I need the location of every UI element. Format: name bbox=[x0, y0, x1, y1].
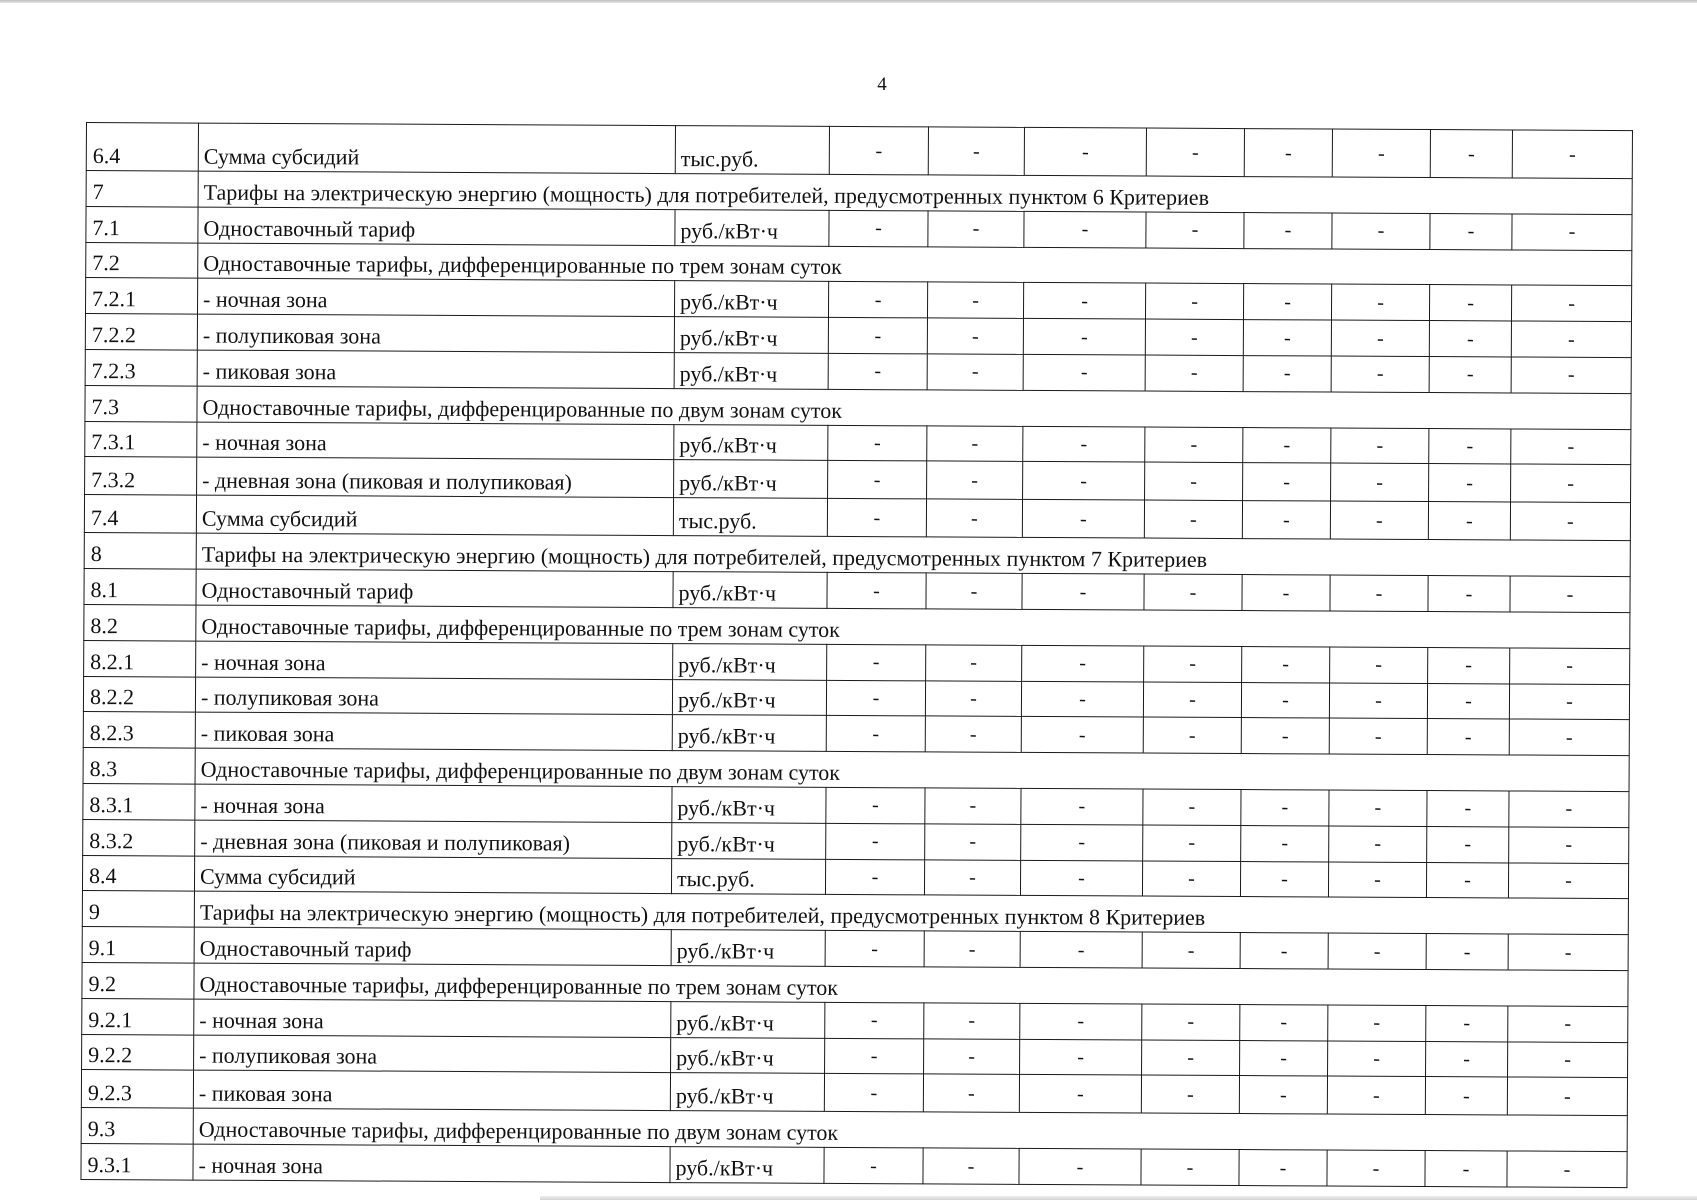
row-number: 7.1 bbox=[86, 206, 198, 242]
row-name: - дневная зона (пиковая и полупиковая) bbox=[195, 820, 672, 858]
row-name: Сумма субсидий bbox=[196, 495, 673, 535]
value-cell: - bbox=[923, 1148, 1019, 1184]
value-cell: - bbox=[825, 931, 924, 967]
table-row bbox=[81, 1144, 1627, 1188]
section-title: Тарифы на электрическую энергию (мощность) для потребителей, предусмотренных пунктом 6 Критериев bbox=[198, 171, 1632, 214]
value-cell: - bbox=[1331, 356, 1429, 392]
value-cell: - bbox=[1024, 211, 1146, 247]
value-cell: - bbox=[1332, 129, 1430, 178]
row-unit: руб./кВт·ч bbox=[672, 787, 826, 824]
value-cell: - bbox=[1020, 1039, 1142, 1075]
value-cell: - bbox=[1146, 128, 1244, 177]
value-cell: - bbox=[1508, 1006, 1628, 1042]
value-cell: - bbox=[927, 318, 1023, 354]
row-number: 9 bbox=[82, 891, 194, 927]
row-number: 9.2.2 bbox=[82, 1034, 194, 1070]
value-cell: - bbox=[1330, 575, 1428, 611]
row-number: 9.2 bbox=[82, 962, 194, 998]
row-name: - пиковая зона bbox=[197, 350, 674, 388]
row-unit: руб./кВт·ч bbox=[671, 930, 825, 967]
value-cell: - bbox=[1509, 827, 1629, 863]
row-number: 7.2.3 bbox=[85, 349, 197, 385]
section-title: Одноставочные тарифы, дифференцированные по трем зонам суток bbox=[194, 963, 1628, 1006]
value-cell: - bbox=[1019, 1075, 1141, 1114]
value-cell: - bbox=[1145, 462, 1243, 501]
value-cell: - bbox=[1425, 1151, 1507, 1187]
value-cell: - bbox=[828, 353, 927, 389]
value-cell: - bbox=[1243, 427, 1331, 463]
value-cell: - bbox=[926, 573, 1022, 609]
value-cell: - bbox=[825, 1002, 924, 1038]
row-name: Одноставочный тариф bbox=[198, 207, 675, 245]
row-number: 9.1 bbox=[82, 927, 194, 963]
value-cell: - bbox=[1511, 464, 1631, 503]
row-number: 9.2.3 bbox=[81, 1070, 193, 1109]
value-cell: - bbox=[1146, 212, 1244, 248]
value-cell: - bbox=[1329, 683, 1427, 719]
value-cell: - bbox=[1022, 645, 1144, 681]
row-name: Одноставочный тариф bbox=[194, 927, 671, 965]
table-row bbox=[86, 123, 1632, 179]
value-cell: - bbox=[1241, 790, 1329, 826]
value-cell: - bbox=[1426, 862, 1508, 898]
value-cell: - bbox=[1241, 825, 1329, 861]
value-cell: - bbox=[1507, 1077, 1627, 1116]
row-number: 8.2 bbox=[84, 604, 196, 640]
value-cell: - bbox=[1428, 502, 1510, 540]
row-name: - ночная зона bbox=[197, 422, 674, 460]
value-cell: - bbox=[926, 499, 1022, 538]
row-name: - ночная зона bbox=[195, 784, 672, 822]
row-unit: руб./кВт·ч bbox=[673, 643, 827, 680]
row-name: - ночная зона bbox=[197, 278, 674, 316]
value-cell: - bbox=[1141, 1075, 1239, 1114]
value-cell: - bbox=[1329, 826, 1427, 862]
row-number: 8.4 bbox=[82, 855, 194, 891]
value-cell: - bbox=[1145, 427, 1243, 463]
value-cell: - bbox=[1242, 575, 1330, 611]
value-cell: - bbox=[1511, 357, 1631, 393]
value-cell: - bbox=[1143, 825, 1241, 861]
value-cell: - bbox=[1024, 127, 1146, 176]
row-name: - полупиковая зона bbox=[194, 1035, 671, 1073]
row-unit: руб./кВт·ч bbox=[674, 317, 828, 354]
value-cell: - bbox=[1509, 791, 1629, 827]
value-cell: - bbox=[924, 1038, 1020, 1074]
value-cell: - bbox=[1426, 1005, 1508, 1041]
value-cell: - bbox=[1145, 283, 1243, 319]
value-cell: - bbox=[1242, 501, 1330, 539]
value-cell: - bbox=[1242, 646, 1330, 682]
value-cell: - bbox=[1426, 1041, 1508, 1077]
row-number: 8.3 bbox=[83, 748, 195, 784]
row-name: - полупиковая зона bbox=[197, 314, 674, 352]
row-number: 9.2.1 bbox=[82, 998, 194, 1034]
value-cell: - bbox=[1241, 718, 1329, 754]
value-cell: - bbox=[1240, 861, 1328, 897]
value-cell: - bbox=[924, 859, 1020, 895]
row-number: 8.2.1 bbox=[84, 640, 196, 676]
row-unit: руб./кВт·ч bbox=[671, 1037, 825, 1074]
row-number: 7.4 bbox=[84, 495, 196, 534]
value-cell: - bbox=[1143, 682, 1241, 718]
section-title: Тарифы на электрическую энергию (мощность) для потребителей, предусмотренных пунктом 7 Критериев bbox=[196, 533, 1630, 576]
value-cell: - bbox=[1022, 500, 1144, 539]
section-title: Тарифы на электрическую энергию (мощность) для потребителей, предусмотренных пунктом 8 Критериев bbox=[194, 891, 1628, 934]
value-cell: - bbox=[1021, 717, 1143, 753]
value-cell: - bbox=[1328, 1005, 1426, 1041]
value-cell: - bbox=[1240, 933, 1328, 969]
value-cell: - bbox=[1020, 1003, 1142, 1039]
value-cell: - bbox=[1243, 463, 1331, 501]
value-cell: - bbox=[1328, 862, 1426, 898]
row-number: 7.2.1 bbox=[85, 278, 197, 314]
value-cell: - bbox=[1427, 790, 1509, 826]
row-number: 8.1 bbox=[84, 569, 196, 605]
row-name: Одноставочный тариф bbox=[196, 569, 673, 607]
value-cell: - bbox=[1141, 1149, 1239, 1185]
value-cell: - bbox=[1511, 321, 1631, 357]
value-cell: - bbox=[827, 644, 926, 680]
value-cell: - bbox=[1143, 789, 1241, 825]
value-cell: - bbox=[1239, 1076, 1327, 1114]
value-cell: - bbox=[1142, 932, 1240, 968]
value-cell: - bbox=[1021, 788, 1143, 824]
value-cell: - bbox=[1142, 861, 1240, 897]
value-cell: - bbox=[1512, 130, 1632, 179]
value-cell: - bbox=[829, 210, 928, 246]
row-unit: руб./кВт·ч bbox=[673, 572, 827, 609]
section-title: Одноставочные тарифы, дифференцированные по двум зонам суток bbox=[197, 386, 1631, 429]
row-unit: тыс.руб. bbox=[673, 498, 827, 537]
value-cell: - bbox=[1241, 682, 1329, 718]
value-cell: - bbox=[927, 461, 1023, 500]
row-number: 8.3.2 bbox=[83, 819, 195, 855]
row-unit: руб./кВт·ч bbox=[672, 679, 826, 716]
value-cell: - bbox=[1244, 129, 1332, 177]
value-cell: - bbox=[1327, 1150, 1425, 1186]
scan-edge-bottom bbox=[540, 1196, 1697, 1200]
value-cell: - bbox=[1429, 321, 1511, 357]
tariff-table bbox=[80, 122, 1633, 1188]
row-number: 6.4 bbox=[86, 123, 198, 172]
value-cell: - bbox=[1509, 684, 1629, 720]
value-cell: - bbox=[1022, 574, 1144, 610]
row-number: 7.3.1 bbox=[85, 421, 197, 457]
value-cell: - bbox=[1145, 319, 1243, 355]
row-unit: руб./кВт·ч bbox=[670, 1073, 824, 1112]
value-cell: - bbox=[1332, 213, 1430, 249]
value-cell: - bbox=[1145, 355, 1243, 391]
row-unit: руб./кВт·ч bbox=[674, 424, 828, 461]
value-cell: - bbox=[1331, 428, 1429, 464]
value-cell: - bbox=[824, 1148, 923, 1184]
value-cell: - bbox=[1331, 320, 1429, 356]
value-cell: - bbox=[1021, 824, 1143, 860]
row-number: 7.3 bbox=[85, 385, 197, 421]
value-cell: - bbox=[1019, 1149, 1141, 1185]
value-cell: - bbox=[1329, 790, 1427, 826]
value-cell: - bbox=[829, 126, 928, 175]
value-cell: - bbox=[1023, 426, 1145, 462]
value-cell: - bbox=[924, 1003, 1020, 1039]
row-unit: руб./кВт·ч bbox=[674, 353, 828, 390]
value-cell: - bbox=[1427, 719, 1509, 755]
value-cell: - bbox=[1144, 500, 1242, 539]
value-cell: - bbox=[926, 645, 1022, 681]
value-cell: - bbox=[1510, 648, 1630, 684]
value-cell: - bbox=[1429, 285, 1511, 321]
value-cell: - bbox=[925, 680, 1021, 716]
value-cell: - bbox=[1331, 284, 1429, 320]
value-cell: - bbox=[1328, 933, 1426, 969]
value-cell: - bbox=[1244, 212, 1332, 248]
row-number: 8.2.2 bbox=[83, 676, 195, 712]
row-unit: руб./кВт·ч bbox=[672, 822, 826, 859]
value-cell: - bbox=[828, 425, 927, 461]
value-cell: - bbox=[1142, 1004, 1240, 1040]
row-unit: тыс.руб. bbox=[671, 858, 825, 895]
value-cell: - bbox=[1508, 934, 1628, 970]
value-cell: - bbox=[1510, 576, 1630, 612]
row-number: 8.3.1 bbox=[83, 783, 195, 819]
value-cell: - bbox=[1023, 319, 1145, 355]
value-cell: - bbox=[1510, 502, 1630, 541]
row-number: 7.3.2 bbox=[85, 457, 197, 496]
row-name: - ночная зона bbox=[196, 641, 673, 679]
value-cell: - bbox=[1142, 1040, 1240, 1076]
row-name: - ночная зона bbox=[193, 1144, 670, 1182]
row-name: - пиковая зона bbox=[193, 1070, 670, 1110]
value-cell: - bbox=[1512, 214, 1632, 250]
value-cell: - bbox=[826, 823, 925, 859]
table-body bbox=[81, 123, 1633, 1188]
row-unit: руб./кВт·ч bbox=[674, 460, 828, 499]
value-cell: - bbox=[1144, 574, 1242, 610]
row-number: 9.3 bbox=[81, 1108, 193, 1144]
value-cell: - bbox=[1243, 320, 1331, 356]
value-cell: - bbox=[925, 824, 1021, 860]
row-unit: тыс.руб. bbox=[675, 126, 829, 175]
row-number: 8 bbox=[84, 533, 196, 569]
section-title: Одноставочные тарифы, дифференцированные по двум зонам суток bbox=[193, 1108, 1627, 1151]
value-cell: - bbox=[1240, 1040, 1328, 1076]
value-cell: - bbox=[925, 788, 1021, 824]
row-number: 8.2.3 bbox=[83, 712, 195, 748]
value-cell: - bbox=[826, 787, 925, 823]
value-cell: - bbox=[826, 716, 925, 752]
value-cell: - bbox=[1240, 1004, 1328, 1040]
row-unit: руб./кВт·ч bbox=[675, 209, 829, 246]
section-title: Одноставочные тарифы, дифференцированные по трем зонам суток bbox=[198, 243, 1632, 286]
value-cell: - bbox=[925, 716, 1021, 752]
value-cell: - bbox=[1021, 681, 1143, 717]
value-cell: - bbox=[1429, 357, 1511, 393]
value-cell: - bbox=[828, 318, 927, 354]
value-cell: - bbox=[826, 680, 925, 716]
value-cell: - bbox=[928, 127, 1024, 176]
value-cell: - bbox=[1023, 462, 1145, 501]
value-cell: - bbox=[1243, 356, 1331, 392]
value-cell: - bbox=[1327, 1076, 1425, 1115]
value-cell: - bbox=[828, 282, 927, 318]
row-name: - полупиковая зона bbox=[195, 677, 672, 715]
value-cell: - bbox=[1430, 130, 1512, 178]
row-name: - ночная зона bbox=[194, 999, 671, 1037]
value-cell: - bbox=[1023, 354, 1145, 390]
row-number: 7.2.2 bbox=[85, 314, 197, 350]
value-cell: - bbox=[1428, 647, 1510, 683]
value-cell: - bbox=[824, 1074, 923, 1113]
page-number: 4 bbox=[877, 74, 887, 95]
value-cell: - bbox=[1020, 860, 1142, 896]
value-cell: - bbox=[927, 282, 1023, 318]
row-unit: руб./кВт·ч bbox=[674, 281, 828, 318]
value-cell: - bbox=[924, 931, 1020, 967]
value-cell: - bbox=[923, 1074, 1019, 1113]
row-name: - дневная зона (пиковая и полупиковая) bbox=[197, 457, 674, 497]
value-cell: - bbox=[1430, 213, 1512, 249]
row-number: 7.2 bbox=[86, 242, 198, 278]
value-cell: - bbox=[1243, 284, 1331, 320]
scan-edge-top bbox=[0, 0, 1697, 3]
row-unit: руб./кВт·ч bbox=[672, 715, 826, 752]
value-cell: - bbox=[1425, 1077, 1507, 1115]
value-cell: - bbox=[1143, 717, 1241, 753]
value-cell: - bbox=[1020, 932, 1142, 968]
row-unit: руб./кВт·ч bbox=[670, 1147, 824, 1184]
value-cell: - bbox=[1329, 718, 1427, 754]
value-cell: - bbox=[828, 461, 927, 500]
row-name: Сумма субсидий bbox=[194, 856, 671, 894]
value-cell: - bbox=[1427, 683, 1509, 719]
row-name: Сумма субсидий bbox=[198, 123, 675, 173]
section-title: Одноставочные тарифы, дифференцированные по трем зонам суток bbox=[196, 605, 1630, 648]
value-cell: - bbox=[927, 425, 1023, 461]
value-cell: - bbox=[1429, 428, 1511, 464]
value-cell: - bbox=[927, 354, 1023, 390]
value-cell: - bbox=[1239, 1150, 1327, 1186]
row-number: 9.3.1 bbox=[81, 1144, 193, 1180]
row-name: - пиковая зона bbox=[195, 712, 672, 750]
value-cell: - bbox=[1330, 501, 1428, 540]
value-cell: - bbox=[825, 859, 924, 895]
value-cell: - bbox=[1426, 934, 1508, 970]
value-cell: - bbox=[1428, 576, 1510, 612]
section-title: Одноставочные тарифы, дифференцированные по двум зонам суток bbox=[195, 748, 1629, 791]
value-cell: - bbox=[1509, 719, 1629, 755]
value-cell: - bbox=[1508, 863, 1628, 899]
row-unit: руб./кВт·ч bbox=[671, 1001, 825, 1038]
value-cell: - bbox=[827, 499, 926, 538]
value-cell: - bbox=[928, 211, 1024, 247]
value-cell: - bbox=[1511, 429, 1631, 465]
value-cell: - bbox=[1144, 646, 1242, 682]
value-cell: - bbox=[825, 1038, 924, 1074]
value-cell: - bbox=[1331, 463, 1429, 502]
value-cell: - bbox=[827, 573, 926, 609]
value-cell: - bbox=[1508, 1041, 1628, 1077]
value-cell: - bbox=[1330, 647, 1428, 683]
value-cell: - bbox=[1427, 826, 1509, 862]
row-number: 7 bbox=[86, 171, 198, 207]
value-cell: - bbox=[1429, 464, 1511, 502]
value-cell: - bbox=[1507, 1151, 1627, 1187]
value-cell: - bbox=[1511, 285, 1631, 321]
value-cell: - bbox=[1328, 1041, 1426, 1077]
value-cell: - bbox=[1023, 283, 1145, 319]
